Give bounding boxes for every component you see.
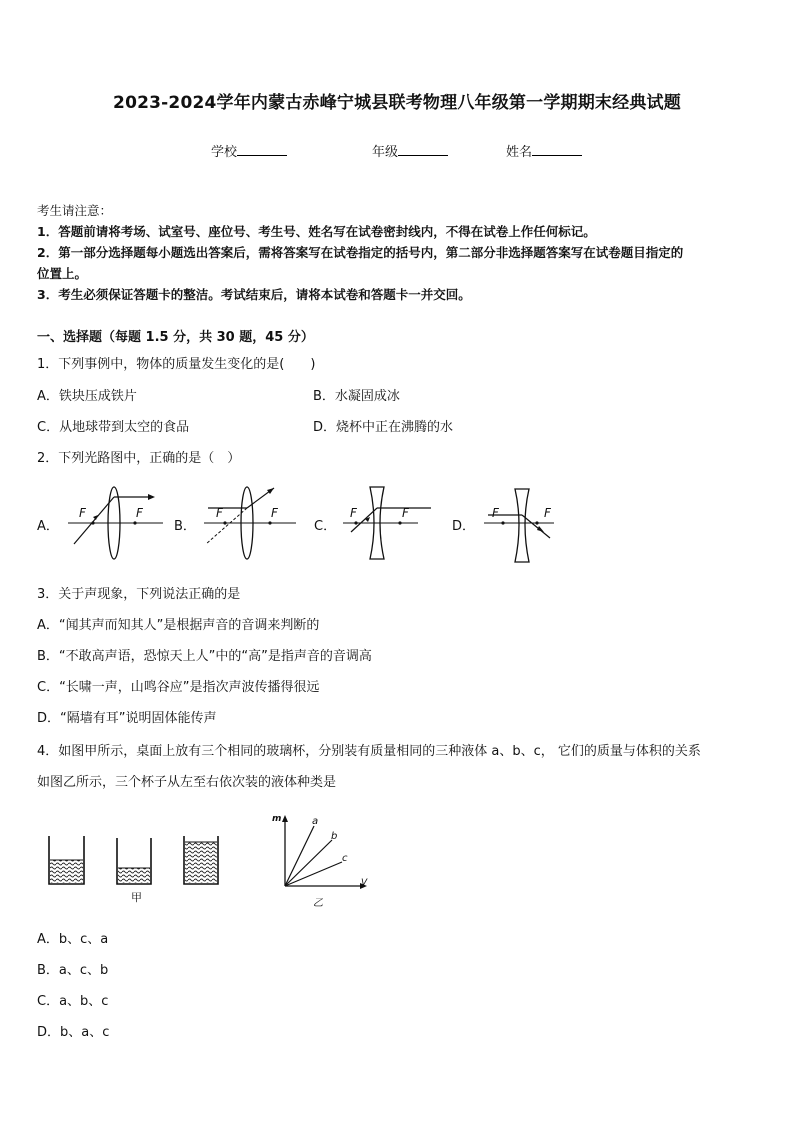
name-field xyxy=(506,141,582,160)
q2-option-d-label[interactable]: D． xyxy=(452,519,476,534)
name-blank[interactable] xyxy=(532,144,582,156)
beaker-1 xyxy=(49,836,84,884)
grade-field xyxy=(372,141,448,160)
q1-option-d[interactable]: D．烧杯中正在沸腾的水 xyxy=(313,420,454,435)
school-blank[interactable] xyxy=(237,144,287,156)
notice-item: 1．答题前请将考场、试室号、座位号、考生号、姓名写在试卷密封线内，不得在试卷上作任何标记。 xyxy=(37,224,596,239)
question-4-stem-line-1: 4．如图甲所示，桌面上放有三个相同的玻璃杯，分别装有质量相同的三种液体 a、b、c， 它们的质量与体积的关系 xyxy=(37,744,701,759)
q2-diagram-c xyxy=(343,484,438,564)
focus-label: F xyxy=(271,506,278,520)
line-b xyxy=(285,840,332,886)
notice-heading: 考生请注意： xyxy=(37,203,113,218)
beaker-2 xyxy=(117,838,151,884)
question-1-stem: 1．下列事例中，物体的质量发生变化的是( ) xyxy=(37,357,316,372)
name-label: 姓名 xyxy=(506,145,533,160)
question-4-stem-line-2: 如图乙所示，三个杯子从左至右依次装的液体种类是 xyxy=(37,775,337,790)
q4-option-c[interactable]: C．a、b、c xyxy=(37,994,109,1009)
axis-m-label: m xyxy=(272,814,282,824)
question-3-stem: 3．关于声现象，下列说法正确的是 xyxy=(37,587,241,602)
focus-label: F xyxy=(544,506,551,520)
figure-yi-graph xyxy=(272,814,372,894)
figure-jia-label: 甲 xyxy=(131,891,142,904)
q2-option-b-label[interactable]: B． xyxy=(174,519,196,534)
focus-label: F xyxy=(350,506,357,520)
grade-label: 年级 xyxy=(372,145,399,160)
focus-label: F xyxy=(492,506,499,520)
q1-option-c[interactable]: C．从地球带到太空的食品 xyxy=(37,420,190,435)
focus-label: F xyxy=(216,506,223,520)
q3-option-b[interactable]: B．“不敢高声语，恐惊天上人”中的“高”是指声音的音调高 xyxy=(37,649,372,664)
q2-diagram-a xyxy=(68,484,168,564)
q4-option-a[interactable]: A．b、c、a xyxy=(37,932,109,947)
school-label: 学校 xyxy=(211,145,238,160)
line-c-label: c xyxy=(342,853,348,864)
q2-diagram-d xyxy=(484,484,579,564)
q2-option-a-label[interactable]: A． xyxy=(37,519,59,534)
line-a-label: a xyxy=(312,816,319,827)
q4-option-b[interactable]: B．a、c、b xyxy=(37,963,109,978)
q3-option-c[interactable]: C．“长啸一声，山鸣谷应”是指次声波传播得很远 xyxy=(37,680,320,695)
q1-option-b[interactable]: B．水凝固成冰 xyxy=(313,389,400,404)
grade-blank[interactable] xyxy=(398,144,448,156)
notice-item: 3．考生必须保证答题卡的整洁。考试结束后，请将本试卷和答题卡一并交回。 xyxy=(37,287,471,302)
q3-option-d[interactable]: D．“隔墙有耳”说明固体能传声 xyxy=(37,711,217,726)
q2-option-c-label[interactable]: C． xyxy=(314,519,337,534)
axis-v-label: V xyxy=(361,878,368,888)
school-field xyxy=(211,141,287,160)
notice-block xyxy=(37,200,761,305)
figure-jia-beakers xyxy=(44,830,224,890)
notice-item: 2．第一部分选择题每小题选出答案后，需将答案写在试卷指定的括号内，第二部分非选择题答案写在试卷题目指定的 xyxy=(37,245,684,260)
notice-item: 位置上。 xyxy=(37,266,88,281)
section-heading: 一、选择题（每题 1.5 分，共 30 题，45 分） xyxy=(37,330,314,345)
q2-diagram-b xyxy=(204,484,304,564)
line-c xyxy=(285,862,342,886)
focus-label: F xyxy=(79,506,86,520)
question-2-stem: 2．下列光路图中，正确的是（ ） xyxy=(37,451,241,466)
q1-option-a[interactable]: A．铁块压成铁片 xyxy=(37,389,137,404)
beaker-3 xyxy=(184,836,218,884)
focus-label: F xyxy=(402,506,409,520)
figure-yi-label: 乙 xyxy=(313,898,323,909)
q4-option-d[interactable]: D．b、a、c xyxy=(37,1025,110,1040)
page-title: 2023-2024学年内蒙古赤峰宁城县联考物理八年级第一学期期末经典试题 xyxy=(113,93,681,113)
line-b-label: b xyxy=(331,831,338,842)
focus-label: F xyxy=(136,506,143,520)
line-a xyxy=(285,826,314,886)
q3-option-a[interactable]: A．“闻其声而知其人”是根据声音的音调来判断的 xyxy=(37,618,320,633)
